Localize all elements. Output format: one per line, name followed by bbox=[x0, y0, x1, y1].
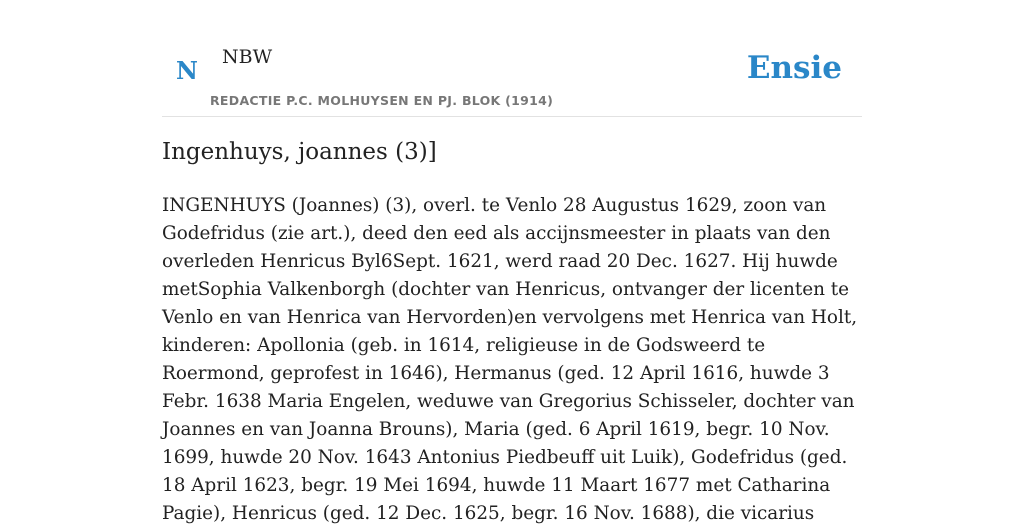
article-body: INGENHUYS (Joannes) (3), overl. te Venlo 28 Augustus 1629, zoon van Godefridus (zie art.), deed den eed als accijnsmeester in plaats van den overleden Henricus Byl6Sept. 1621, werd raad 20 Dec. 1627. Hij huwde metSophia Valkenborgh (dochter van Henricus, ontvanger der licenten te Venlo en van Henrica van Hervorden)en vervolgens met Henrica van Holt, kinderen: Apollonia (geb. in 1614, religieuse in de Godsweerd te Roermond, geprofest in 1646), Hermanus (ged. 12 April 1616, huwde 3 Febr. 1638 Maria Engelen, weduwe van Gregorius Schisseler, dochter van Joannes en van Joanna Brouns), Maria (ged. 6 April 1619, begr. 10 Nov. 1699, huwde 20 Nov. 1643 Antonius Piedbeuff uit Luik), Godefridus (ged. 18 April 1623, begr. 19 Mei 1694, huwde 11 Maart 1677 met Catharina Pagie), Henricus (ged. 12 Dec. 1625, begr. 16 Nov. 1688), die vicarius bbox=[162, 195, 858, 524]
brand-logo[interactable]: Ensie bbox=[746, 50, 842, 86]
source-subtitle: REDACTIE P.C. MOLHUYSEN EN PJ. BLOK (1914) bbox=[210, 93, 554, 108]
source-name-link[interactable]: NBW bbox=[222, 46, 273, 68]
article-title: Ingenhuys, joannes (3)] bbox=[162, 139, 437, 165]
source-logo[interactable]: N bbox=[176, 56, 198, 85]
source-header bbox=[162, 0, 862, 117]
